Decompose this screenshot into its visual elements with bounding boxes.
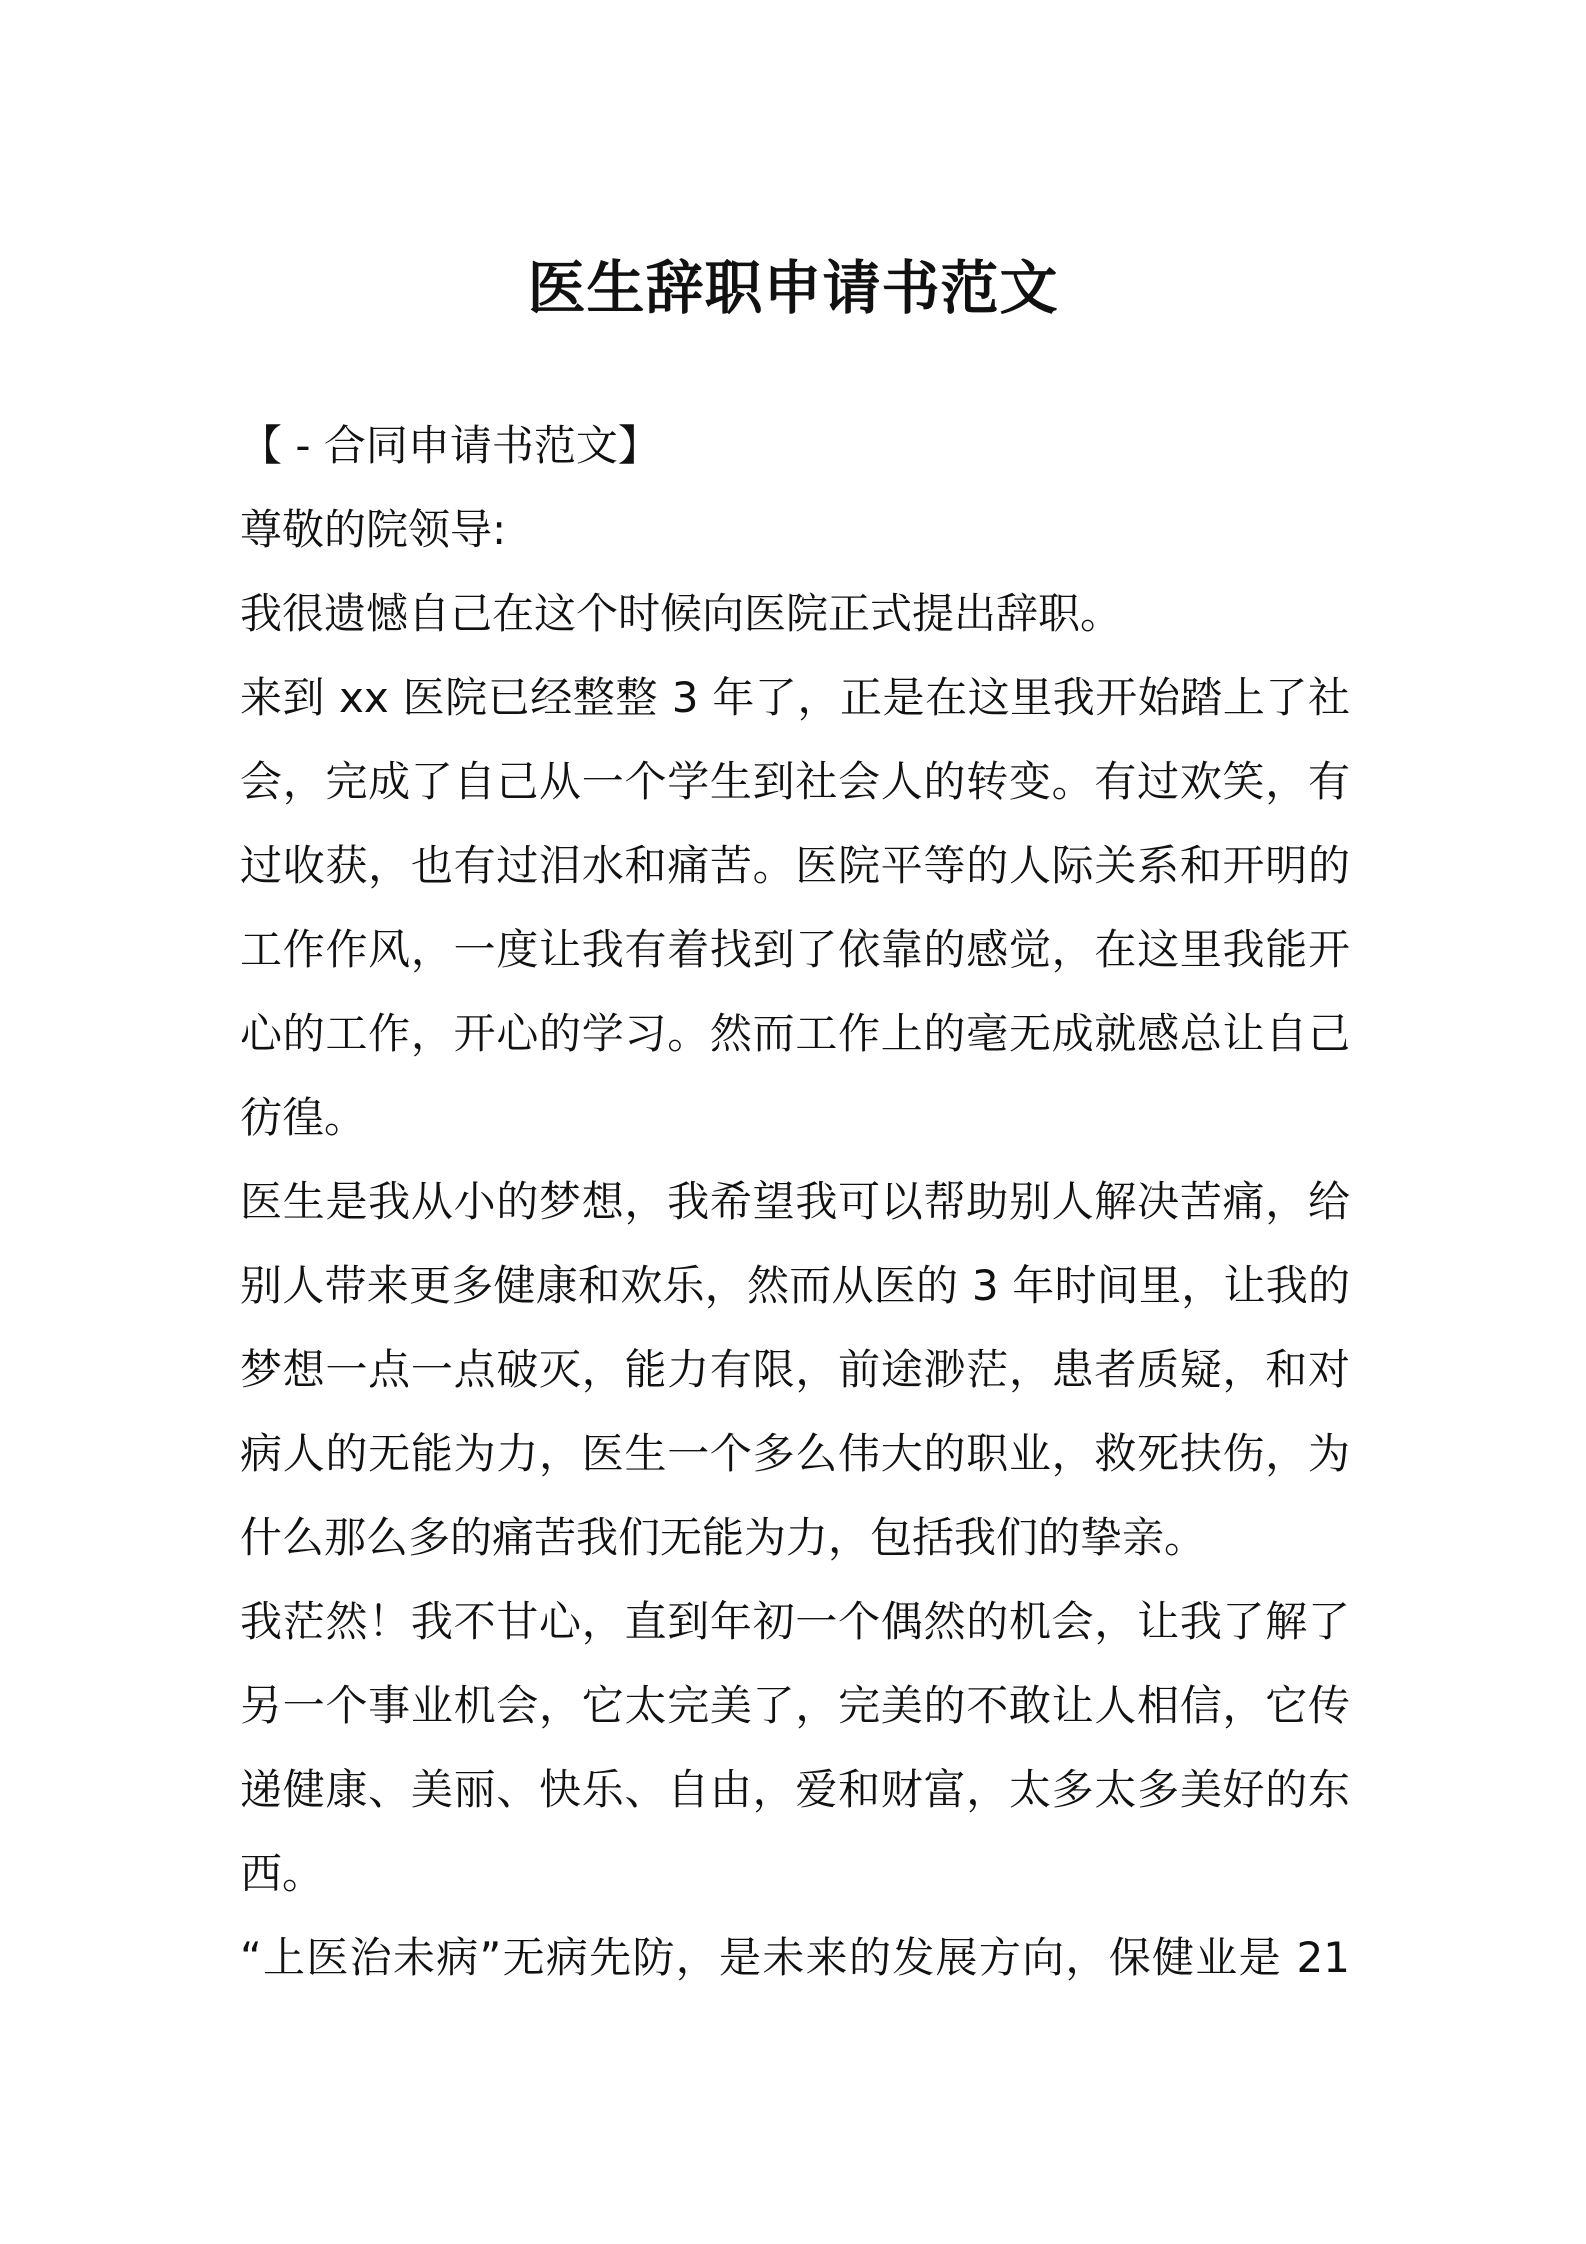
paragraph-line: 工作作风，一度让我有着找到了依靠的感觉，在这里我能开 bbox=[240, 925, 1350, 974]
paragraph-line: “上医治未病”无病先防，是未来的发展方向，保健业是 21 bbox=[240, 1933, 1350, 1982]
paragraph-line: 梦想一点一点破灭，能力有限，前途渺茫，患者质疑，和对 bbox=[240, 1345, 1350, 1394]
paragraph-line: 来到 xx 医院已经整整 3 年了，正是在这里我开始踏上了社 bbox=[240, 673, 1350, 722]
paragraph-line: 什么那么多的痛苦我们无能为力，包括我们的挚亲。 bbox=[240, 1513, 1207, 1562]
paragraph-line: 西。 bbox=[240, 1849, 325, 1898]
paragraph-line: 彷徨。 bbox=[240, 1093, 367, 1142]
paragraph-line: 医生是我从小的梦想，我希望我可以帮助别人解决苦痛，给 bbox=[240, 1177, 1350, 1226]
document-title: 医生辞职申请书范文 bbox=[527, 254, 1059, 322]
paragraph-line: 递健康、美丽、快乐、自由，爱和财富，太多太多美好的东 bbox=[240, 1765, 1350, 1814]
paragraph-line: 我很遗憾自己在这个时候向医院正式提出辞职。 bbox=[240, 589, 1123, 638]
salutation: 尊敬的院领导: bbox=[240, 505, 507, 554]
paragraph-line: 病人的无能为力，医生一个多么伟大的职业，救死扶伤，为 bbox=[240, 1429, 1350, 1478]
paragraph-line: 心的工作，开心的学习。然而工作上的毫无成就感总让自己 bbox=[240, 1009, 1350, 1058]
paragraph-line: 另一个事业机会，它太完美了，完美的不敢让人相信，它传 bbox=[240, 1681, 1350, 1730]
document-body bbox=[240, 404, 1350, 2000]
paragraph-line: 别人带来更多健康和欢乐，然而从医的 3 年时间里，让我的 bbox=[240, 1261, 1350, 1310]
paragraph-line: 过收获，也有过泪水和痛苦。医院平等的人际关系和开明的 bbox=[240, 841, 1350, 890]
paragraph-line: 我茫然！我不甘心，直到年初一个偶然的机会，让我了解了 bbox=[240, 1597, 1350, 1646]
document-subtitle: 【 - 合同申请书范文】 bbox=[240, 421, 660, 470]
paragraph-line: 会，完成了自己从一个学生到社会人的转变。有过欢笑，有 bbox=[240, 757, 1350, 806]
